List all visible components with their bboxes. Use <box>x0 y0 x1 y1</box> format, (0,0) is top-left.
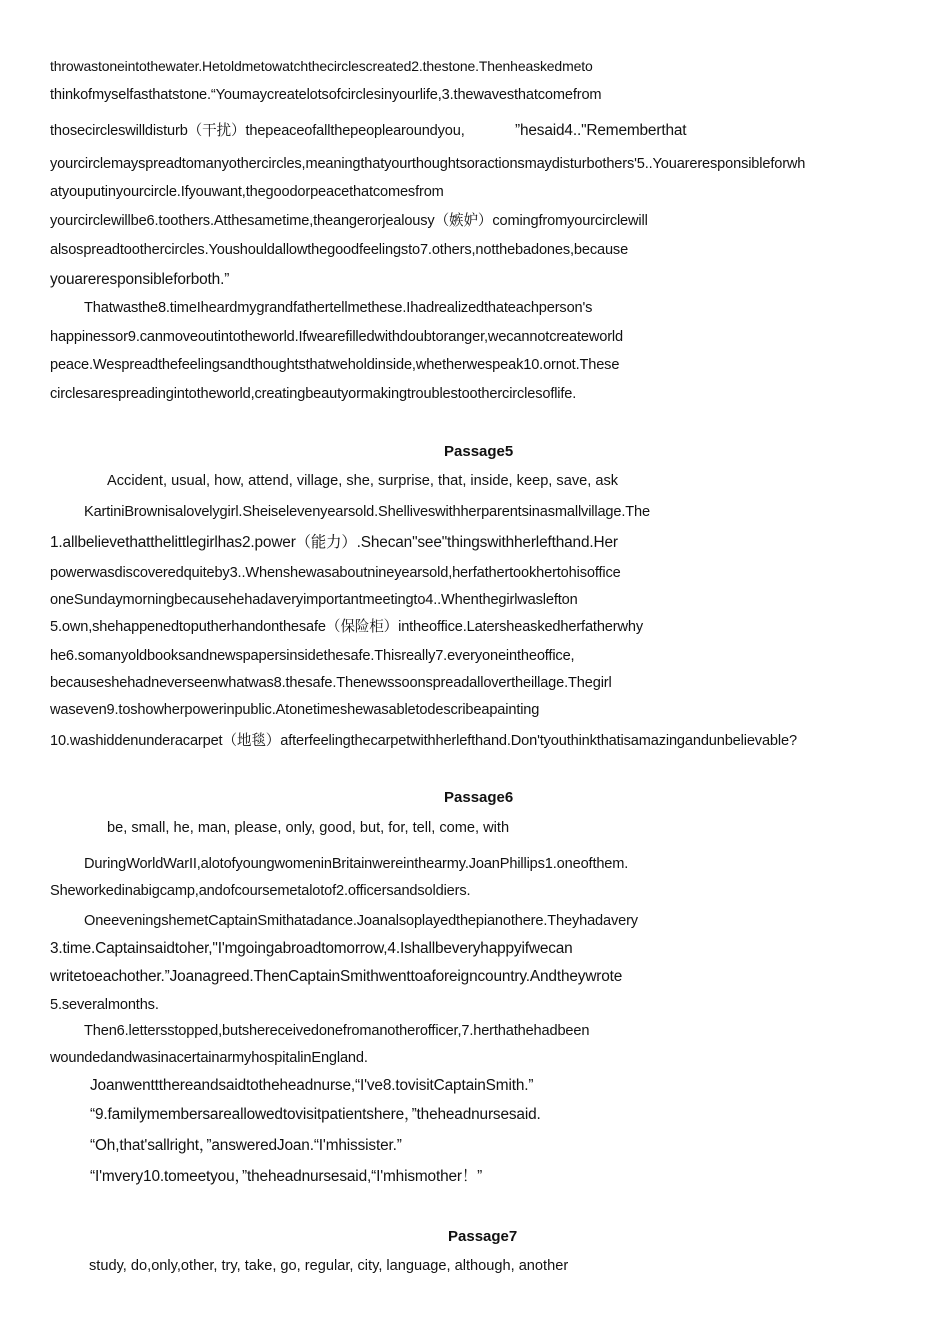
text-line: throwastoneintothewater.Hetoldmetowatchthecirclescreated2.thestone.Thenheaskedmeto <box>50 58 593 74</box>
passage-title: Passage5 <box>444 443 514 460</box>
text-line: 3.time.Captainsaidtoher,"I'mgoingabroadtomorrow,4.Ishallbeveryhappyifwecan <box>50 940 573 957</box>
text-line: Thatwasthe8.timeIheardmygrandfathertellmethese.Ihadrealizedthateachperson's <box>84 300 593 316</box>
text-line: thosecircleswilldisturb（干扰）thepeaceofallthepeoplearoundyou, <box>50 123 465 139</box>
word-bank: study, do,only,other, try, take, go, regular, city, language, although, another <box>89 1258 569 1274</box>
text-line: becauseshehadneverseenwhatwas8.thesafe.Thenewssoonspreadallovertheillage.Thegirl <box>50 675 612 691</box>
text-line: powerwasdiscoveredquiteby3..Whenshewasaboutnineyearsold,herfathertookhertohisoffice <box>50 565 621 581</box>
text-line: 5.own,shehappenedtoputherhandonthesafe（保险柜）intheoffice.Latersheaskedherfatherwhy <box>50 619 643 635</box>
text-line: 10.washiddenunderacarpet（地毯）afterfeelingthecarpetwithherlefthand.Don'tyouthinkthatisamazingandunbelievable? <box>50 733 797 749</box>
text-line: peace.Wespreadthefeelingsandthoughtsthatweholdinside,whetherwespeak10.ornot.These <box>50 357 620 373</box>
text-line: “I'mvery10.tomeetyou，”theheadnursesaid,“I'mhismother！” <box>90 1168 483 1185</box>
text-line: woundedandwasinacertainarmyhospitalinEngland. <box>50 1050 368 1066</box>
passage-title: Passage6 <box>444 789 514 806</box>
text-line: youareresponsibleforboth.” <box>50 271 230 288</box>
word-bank: be, small, he, man, please, only, good, but, for, tell, come, with <box>107 820 510 836</box>
text-line: he6.somanyoldbooksandnewspapersinsidethesafe.Thisreally7.everyoneintheoffice, <box>50 648 575 664</box>
text-line: happinessor9.canmoveoutintotheworld.Ifwearefilledwithdoubtoranger,wecannotcreateworld <box>50 329 623 345</box>
text-line: oneSundaymorningbecausehehadaveryimportantmeetingto4..Whenthegirlwaslefton <box>50 592 578 608</box>
text-line: yourcirclemayspreadtomanyothercircles,meaningthatyourthoughtsoractionsmaydisturbothers'5..Youareresponsibleforwh <box>50 156 806 172</box>
passage-title: Passage7 <box>448 1228 518 1245</box>
text-line: “Oh,that'sallright，”answeredJoan.“I'mhissister.” <box>90 1137 402 1154</box>
text-line: yourcirclewillbe6.toothers.Atthesametime,theangerorjealousy（嫉妒）comingfromyourcirclewill <box>50 213 648 229</box>
text-line: ”hesaid4.."Rememberthat <box>515 122 687 139</box>
text-line: thinkofmyselfasthatstone.“Youmaycreatelotsofcirclesinyourlife,3.thewavesthatcomefrom <box>50 87 602 103</box>
text-line: Sheworkedinabigcamp,andofcoursemetalotof2.officersandsoldiers. <box>50 883 471 899</box>
text-line: DuringWorldWarII,alotofyoungwomeninBritainwereinthearmy.JoanPhillips1.oneofthem. <box>84 856 629 872</box>
text-line: “9.familymembersareallowedtovisitpatientshere，”theheadnursesaid. <box>90 1106 541 1123</box>
text-line: 5.severalmonths. <box>50 997 159 1013</box>
text-line: alsospreadtoothercircles.Youshouldallowthegoodfeelingsto7.others,notthebadones,because <box>50 242 629 258</box>
text-line: writetoeachother.”Joanagreed.ThenCaptainSmithwenttoaforeigncountry.Andtheywrote <box>50 968 623 985</box>
text-line: atyouputinyourcircle.Ifyouwant,thegoodorpeacethatcomesfrom <box>50 184 444 200</box>
text-line: OneeveningshemetCaptainSmithatadance.Joanalsoplayedthepianothere.Theyhadavery <box>84 913 638 929</box>
word-bank: Accident, usual, how, attend, village, she, surprise, that, inside, keep, save, ask <box>107 473 619 489</box>
text-line: Joanwenttthereandsaidtotheheadnurse,“I've8.tovisitCaptainSmith.” <box>90 1077 534 1094</box>
text-line: waseven9.toshowherpowerinpublic.Atonetimeshewasabletodescribeapainting <box>50 702 540 718</box>
text-line: Then6.lettersstopped,butshereceivedonefromanotherofficer,7.herthathehadbeen <box>84 1023 590 1039</box>
text-line: KartiniBrownisalovelygirl.Sheiselevenyearsold.Shelliveswithherparentsinasmallvillage.The <box>84 504 650 520</box>
text-line: circlesarespreadingintotheworld,creatingbeautyormakingtroublestoothercirclesoflife. <box>50 386 577 402</box>
text-line: 1.allbelievethatthelittlegirlhas2.power（能力）.Shecan"see"thingswithherlefthand.Her <box>50 534 618 551</box>
